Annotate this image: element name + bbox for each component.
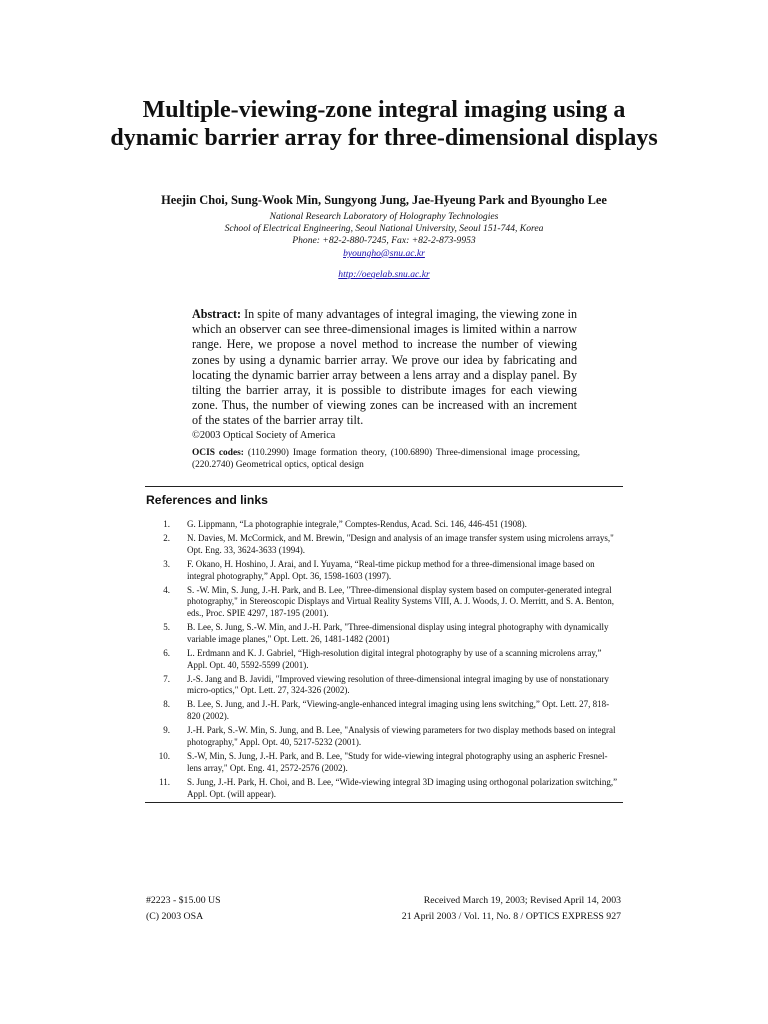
reference-text: B. Lee, S. Jung, and J.-H. Park, “Viewing-angle-enhanced integral imaging using lens switching,” Opt. Lett. 27, 818-820 (2002).: [187, 699, 610, 722]
reference-number: 2.: [163, 532, 170, 543]
reference-number: 10.: [158, 751, 170, 762]
footer-manuscript-price: #2223 - $15.00 US: [146, 895, 221, 906]
footer-journal-citation: 21 April 2003 / Vol. 11, No. 8 / OPTICS EXPRESS 927: [401, 911, 621, 922]
reference-number: 8.: [163, 699, 170, 710]
reference-item: [150, 622, 620, 646]
footer-right: [402, 893, 621, 925]
reference-number: 3.: [163, 558, 170, 569]
reference-item: [150, 648, 620, 672]
email-link[interactable]: byoungho@snu.ac.kr: [343, 247, 425, 259]
footer-copyright: (C) 2003 OSA: [146, 911, 204, 922]
reference-text: J.-H. Park, S.-W. Min, S. Jung, and B. Lee, "Analysis of viewing parameters for two display methods based on integral photography," Appl. Opt. 40, 5217-5232 (2001).: [187, 725, 616, 748]
abstract-label: Abstract:: [192, 307, 242, 321]
reference-text: G. Lippmann, “La photographie integrale,” Comptes-Rendus, Acad. Sci. 146, 446-451 (1908).: [187, 519, 527, 529]
affiliation-phone: Phone: +82-2-880-7245, Fax: +82-2-873-9953: [292, 235, 476, 247]
abstract-paragraph: [192, 307, 577, 429]
reference-text: J.-S. Jang and B. Javidi, "Improved viewing resolution of three-dimensional integral imaging by use of nonstationary micro-optics," Opt. Lett. 27, 324-326 (2002).: [187, 673, 609, 696]
footer-received-dates: Received March 19, 2003; Revised April 14, 2003: [423, 895, 621, 906]
reference-number: 6.: [163, 647, 170, 658]
references-bottom-rule: [145, 802, 623, 803]
reference-text: B. Lee, S. Jung, S.-W. Min, and J.-H. Park, "Three-dimensional display using integral photography with dynamically variable image planes," Opt. Lett. 26, 1481-1482 (2001): [187, 622, 609, 644]
reference-number: 9.: [163, 725, 170, 736]
reference-item: [150, 559, 620, 583]
affiliation-lab: National Research Laboratory of Holography Technologies: [269, 211, 499, 222]
ocis-label: OCIS codes:: [192, 448, 244, 458]
url-line: [90, 269, 678, 280]
author-list: Heejin Choi, Sung-Wook Min, Sungyong Jung, Jae-Hyeung Park and Byoungho Lee: [161, 193, 607, 207]
reference-text: S. -W. Min, S. Jung, J.-H. Park, and B. Lee, "Three-dimensional display system based on computer-generated integral photography," in Stereoscopic Displays and Virtual Reality Systems VIII, A. J. Woods, J. O. Merritt, and S. A. Benton, eds., Proc. SPIE 4297, 187-195 (2001).: [187, 584, 615, 619]
reference-item: [150, 533, 620, 557]
ocis-text: (110.2990) Image formation theory, (100.6890) Three-dimensional image processing, (220.2740) Geometrical optics, optical design: [192, 448, 580, 471]
copyright-notice: ©2003 Optical Society of America: [192, 430, 336, 441]
reference-item: [150, 585, 620, 620]
reference-item: [150, 751, 620, 775]
reference-number: 1.: [163, 519, 170, 529]
reference-item: [150, 699, 620, 723]
reference-text: S.-W, Min, S. Jung, J.-H. Park, and B. Lee, "Study for wide-viewing integral photography using an aspheric Fresnel-lens array," Opt. Eng. 41, 2572-2576 (2002).: [187, 751, 608, 773]
reference-item: [150, 674, 620, 698]
reference-text: F. Okano, H. Hoshino, J. Arai, and I. Yuyama, “Real-time pickup method for a three-dimensional image based on integral photography,” Appl. Opt. 36, 1598-1603 (1997).: [187, 558, 595, 581]
reference-text: L. Erdmann and K. J. Gabriel, “High-resolution digital integral photography by use of a scanning microlens array,” Appl. Opt. 40, 5592-5599 (2001).: [187, 647, 602, 670]
reference-list: [150, 519, 620, 803]
reference-item: [150, 725, 620, 749]
affiliation-school: School of Electrical Engineering, Seoul National University, Seoul 151-744, Korea: [224, 223, 544, 235]
reference-text: S. Jung, J.-H. Park, H. Choi, and B. Lee, “Wide-viewing integral 3D imaging using orthogonal polarization switching,” Appl. Opt. (will appear).: [187, 776, 618, 799]
paper-title: Multiple-viewing-zone integral imaging using a dynamic barrier array for three-dimensional displays: [110, 97, 658, 151]
abstract-text: In spite of many advantages of integral imaging, the viewing zone in which an observer can see three-dimensional images is limited within a narrow range. Here, we propose a novel method to increase the number of viewing zones by using a dynamic barrier array. We prove our idea by fabricating and locating the dynamic barrier array between a lens array and a display panel. By tilting the barrier array, it is possible to distribute images for each viewing zone. Thus, the number of viewing zones can be increased with an increment of the states of the barrier array tilt.: [192, 307, 577, 428]
reference-number: 4.: [163, 584, 170, 595]
reference-item: [150, 519, 620, 531]
footer-left: [146, 893, 221, 925]
references-heading: References and links: [146, 493, 268, 507]
reference-number: 11.: [159, 776, 170, 787]
reference-number: 7.: [163, 673, 170, 684]
ocis-codes: [192, 447, 580, 471]
reference-text: N. Davies, M. McCormick, and M. Brewin, "Design and analysis of an image transfer system using microlens arrays," Opt. Eng. 33, 3624-3633 (1994).: [187, 532, 614, 555]
affiliation-block: [90, 211, 678, 260]
reference-number: 5.: [163, 622, 170, 633]
references-top-rule: [145, 486, 623, 487]
reference-item: [150, 777, 620, 801]
lab-website-link[interactable]: http://oeqelab.snu.ac.kr: [338, 269, 430, 280]
